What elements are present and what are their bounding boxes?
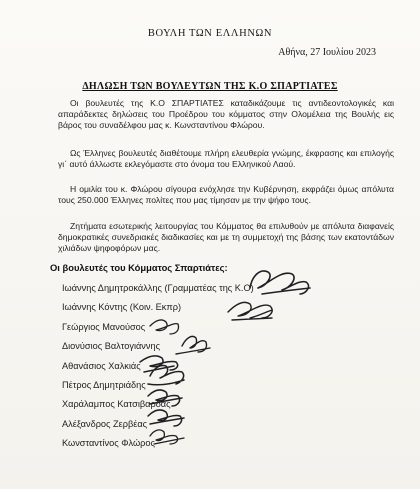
- paragraph-4: [58, 221, 394, 255]
- mp-name-3: Γεώργιος Μανούσος: [62, 321, 146, 332]
- declaration-heading: ΔΗΛΩΣΗ ΤΩΝ ΒΟΥΛΕΥΤΩΝ ΤΗΣ Κ.Ο ΣΠΑΡΤΙΑΤΕΣ: [82, 81, 338, 92]
- paragraph-1-text: Οι βουλευτές της Κ.Ο ΣΠΑΡΤΙΑΤΕΣ καταδικάζουμε τις αντιδεοντολογικές και απαράδεκτες δηλώσεις του Προέδρου του κόμματος στην Ολομέλεια της Βουλής εις βάρος του συναδέλφου μας κ. Κωνσταντίνου Φλώρου.: [58, 98, 394, 131]
- mp-name-2: Ιωάννης Κόντης (Κοιν. Εκπρ): [62, 302, 182, 313]
- mp-name-8: Αλέξανδρος Ζερβέας: [62, 418, 148, 429]
- mp-name-9: Κωνσταντίνος Φλώρος: [62, 438, 155, 449]
- paragraph-3: [58, 184, 394, 206]
- paragraph-4-text: Ζητήματα εσωτερικής λειτουργίας του Κόμματος θα επιλυθούν με απόλυτα διαφανείς δημοκρατικές συνεδριακές διαδικασίες και με τη συμμετοχή της βάσης των εκατοντάδων χιλιάδων ψηφοφόρων μας.: [58, 221, 394, 254]
- mp-name-6: Πέτρος Δημητριάδης: [62, 379, 146, 390]
- institution-title: ΒΟΥΛΗ ΤΩΝ ΕΛΛΗΝΩΝ: [147, 28, 273, 39]
- paragraph-2-text: Ως Έλληνες βουλευτές διαθέτουμε πλήρη ελευθερία γνώμης, έκφρασης και επιλογής γι΄ αυτό άλλωστε εκλεγόμαστε στο όνομα του Ελληνικού Λαού.: [58, 148, 394, 170]
- paragraph-3-text: Η ομιλία του κ. Φλώρου σίγουρα ενόχλησε την Κυβέρνηση, εκφράζει όμως απόλυτα τους 250.000 Έλληνες πολίτες που μας τίμησαν με την ψήφο τους.: [58, 184, 394, 206]
- mp-name-4: Διονύσιος Βαλτογιάννης: [62, 341, 161, 352]
- document-date: Αθήνα, 27 Ιουλίου 2023: [278, 47, 376, 58]
- paragraph-1: [58, 98, 394, 132]
- mp-name-5: Αθανάσιος Χαλκιάς: [62, 360, 141, 371]
- mp-name-7: Χαράλαμπος Κατσιβαρδάς: [62, 399, 171, 410]
- mp-name-1: Ιωάννης Δημητροκάλλης (Γραμματέας της Κ.Ο): [62, 283, 254, 293]
- signature-1: [250, 271, 310, 294]
- paragraph-2: [58, 148, 394, 170]
- mps-list-heading: Οι βουλευτές του Κόμματος Σπαρτιάτες:: [50, 262, 228, 273]
- mps-list: [62, 279, 254, 454]
